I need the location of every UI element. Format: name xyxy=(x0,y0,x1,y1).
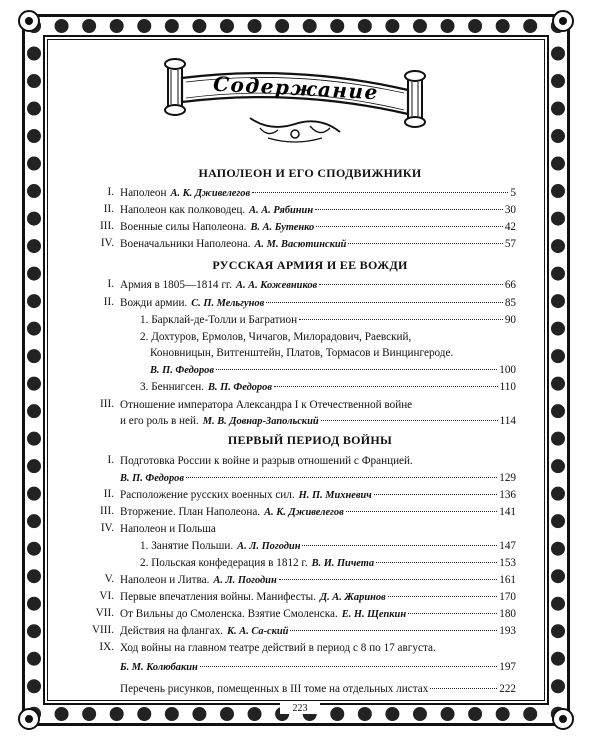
toc-subentry[interactable] xyxy=(140,556,516,571)
entry-author: А. К. Дживелегов xyxy=(264,507,344,518)
entry-title: От Вильны до Смоленска. Взятие Смоленска. xyxy=(120,608,338,620)
entry-page: 5 xyxy=(510,187,516,199)
leader-dots xyxy=(290,630,497,631)
leader-dots xyxy=(279,579,497,580)
leader-dots xyxy=(374,494,498,495)
corner-ornament-icon xyxy=(552,10,574,32)
entry-title: Ход войны на главном театре действий в период с 8 по 17 августа. xyxy=(120,642,436,654)
entry-page: 170 xyxy=(499,591,516,603)
entry-author: М. В. Довнар-Запольский xyxy=(202,416,319,427)
leader-dots xyxy=(266,302,503,303)
entry-author: Е. Н. Щепкин xyxy=(341,609,407,620)
corner-ornament-icon xyxy=(18,708,40,730)
leader-dots xyxy=(346,511,497,512)
entry-number: IV. xyxy=(100,522,114,534)
entry-title: Расположение русских военных сил. xyxy=(120,489,295,501)
leader-dots xyxy=(316,226,503,227)
toc-subentry[interactable] xyxy=(140,380,516,395)
leader-dots xyxy=(319,284,503,285)
entry-page: 66 xyxy=(504,279,516,291)
entry-number: I. xyxy=(107,186,114,198)
entry-page: 42 xyxy=(504,221,516,233)
entry-page: 222 xyxy=(499,683,516,695)
entry-author: В. П. Федоров xyxy=(150,365,214,376)
entry-title: Военные силы Наполеона. xyxy=(120,221,247,233)
entry-number: II. xyxy=(103,296,114,308)
entry-author: В. П. Федоров xyxy=(207,382,272,393)
entry-page: 30 xyxy=(504,204,516,216)
entry-title: 3. Беннигсен. xyxy=(140,381,204,393)
corner-ornament-icon xyxy=(552,708,574,730)
leader-dots xyxy=(216,369,497,370)
toc-entry[interactable] xyxy=(120,237,516,252)
leader-dots xyxy=(299,319,503,320)
leader-dots xyxy=(302,545,497,546)
toc-entry[interactable] xyxy=(120,296,516,311)
leader-dots xyxy=(252,192,508,193)
entry-page: 110 xyxy=(499,381,516,393)
entry-author: К. А. Са-ский xyxy=(227,626,289,637)
entry-page: 57 xyxy=(504,238,516,250)
entry-page: 114 xyxy=(499,415,516,427)
leader-dots xyxy=(376,562,497,563)
toc-subentry[interactable] xyxy=(150,363,516,378)
entry-page: 141 xyxy=(499,506,516,518)
leader-dots xyxy=(315,209,503,210)
entry-author: Б. М. Колюбакин xyxy=(120,662,198,673)
entry-title: Военачальники Наполеона. xyxy=(120,238,251,250)
entry-number: III. xyxy=(100,220,114,232)
entry-page: 197 xyxy=(499,661,516,673)
entry-title-continuation: Коновницын, Витгенштейн, Платов, Тормасов и Винцингероде. xyxy=(150,347,454,359)
entry-title: Подготовка России к войне и разрыв отношений с Францией. xyxy=(120,455,413,467)
entry-title-continuation: и его роль в ней. xyxy=(120,415,199,427)
toc-entry[interactable] xyxy=(120,278,516,293)
entry-number: II. xyxy=(103,203,114,215)
toc-entry[interactable] xyxy=(120,186,516,201)
entry-number: I. xyxy=(107,454,114,466)
page-number: 223 xyxy=(280,703,320,714)
entry-number: IX. xyxy=(99,641,114,653)
toc-entry[interactable] xyxy=(120,682,516,696)
toc-entry[interactable] xyxy=(120,471,516,486)
entry-page: 129 xyxy=(499,472,516,484)
entry-author: А. Л. Погодин xyxy=(237,541,301,552)
toc-entry[interactable] xyxy=(120,220,516,235)
entry-number: IV. xyxy=(100,237,114,249)
entry-page: 100 xyxy=(499,364,516,376)
entry-page: 90 xyxy=(504,314,516,326)
leader-dots xyxy=(200,666,497,667)
entry-title: Вожди армии. xyxy=(120,297,188,309)
toc-entry[interactable] xyxy=(120,414,516,429)
entry-number: III. xyxy=(100,505,114,517)
leader-dots xyxy=(430,688,497,689)
entry-author: А. К. Дживелегов xyxy=(170,188,251,199)
corner-ornament-icon xyxy=(18,10,40,32)
toc-entry[interactable] xyxy=(120,660,516,675)
entry-author: А. Л. Погодин xyxy=(213,575,277,586)
section-title: ПЕРВЫЙ ПЕРИОД ВОЙНЫ xyxy=(227,433,393,447)
toc-entry[interactable] xyxy=(120,505,516,520)
entry-title: Наполеон xyxy=(120,187,167,199)
toc-subentry[interactable] xyxy=(140,313,516,327)
toc-entry[interactable] xyxy=(120,488,516,503)
leader-dots xyxy=(274,386,498,387)
leader-dots xyxy=(348,243,502,244)
entry-author: Н. П. Михневич xyxy=(298,490,372,501)
entry-page: 193 xyxy=(499,625,516,637)
entry-title: 2. Польская конфедерация в 1812 г. xyxy=(140,557,308,569)
section-title: НАПОЛЕОН И ЕГО СПОДВИЖНИКИ xyxy=(198,166,422,180)
entry-number: VI. xyxy=(99,590,114,602)
entry-author: В. И. Пичета xyxy=(311,558,375,569)
entry-author: А. М. Васютинский xyxy=(254,239,347,250)
entry-number: I. xyxy=(107,278,114,290)
entry-page: 147 xyxy=(499,540,516,552)
entry-title: Действия на флангах. xyxy=(120,625,223,637)
toc-entry[interactable] xyxy=(120,624,516,639)
leader-dots xyxy=(408,613,497,614)
entry-title: 1. Барклай-де-Толли и Багратион xyxy=(140,314,298,326)
entry-title: Вторжение. План Наполеона. xyxy=(120,506,261,518)
toc-entry[interactable] xyxy=(120,573,516,588)
entry-author: Д. А. Жаринов xyxy=(319,592,386,603)
entry-page: 180 xyxy=(499,608,516,620)
entry-author: В. П. Федоров xyxy=(120,473,184,484)
entry-page: 85 xyxy=(504,297,516,309)
entry-number: II. xyxy=(103,488,114,500)
entry-number: VIII. xyxy=(91,624,114,636)
entry-title: Наполеон и Литва. xyxy=(120,574,210,586)
entry-title: Первые впечатления войны. Манифесты. xyxy=(120,591,316,603)
entry-author: С. П. Мельгунов xyxy=(191,298,265,309)
entry-page: 153 xyxy=(499,557,516,569)
page-title: Содержание xyxy=(212,71,380,105)
entry-number: III. xyxy=(100,398,114,410)
toc-entry[interactable] xyxy=(120,590,516,605)
toc-subentry[interactable] xyxy=(140,539,516,554)
leader-dots xyxy=(186,477,497,478)
entry-title: 2. Дохтуров, Ермолов, Чичагов, Милорадович, Раевский, xyxy=(140,331,412,343)
entry-author: В. А. Бутенко xyxy=(250,222,315,233)
entry-title: 1. Занятие Польши. xyxy=(140,540,234,552)
toc-entry[interactable] xyxy=(120,203,516,218)
entry-title: Наполеон как полководец. xyxy=(120,204,246,216)
entry-number: VII. xyxy=(95,607,114,619)
entry-title: Отношение императора Александра I к Отечественной войне xyxy=(120,399,413,411)
entry-number: V. xyxy=(104,573,114,585)
section-title: РУССКАЯ АРМИЯ И ЕЕ ВОЖДИ xyxy=(212,258,408,272)
entry-title: Армия в 1805—1814 гг. xyxy=(120,279,233,291)
leader-dots xyxy=(321,420,498,421)
entry-page: 161 xyxy=(499,574,516,586)
leader-dots xyxy=(388,596,498,597)
entry-title: Перечень рисунков, помещенных в III томе на отдельных листах xyxy=(120,683,429,695)
entry-author: А. А. Рябинин xyxy=(249,205,314,216)
entry-title: Наполеон и Польша xyxy=(120,523,216,535)
entry-page: 136 xyxy=(499,489,516,501)
entry-author: А. А. Кожевников xyxy=(236,280,318,291)
toc-entry[interactable] xyxy=(120,607,516,622)
